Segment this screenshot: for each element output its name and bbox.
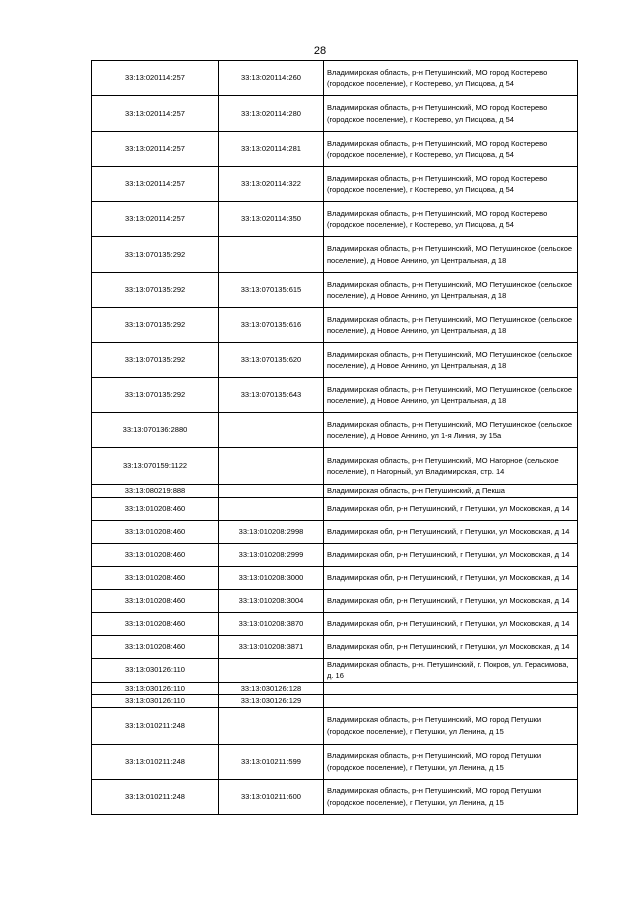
parent-cadastral-number: 33:13:070135:292 — [92, 273, 219, 308]
address-cell: Владимирская область, р-н Петушинский, МО город Костерево (городское поселение), г Костерево, ул Писцова, д 54 — [324, 96, 578, 132]
parent-cadastral-number: 33:13:030126:110 — [92, 682, 219, 695]
table-row — [92, 612, 578, 635]
table-row — [92, 566, 578, 589]
parent-cadastral-number: 33:13:010211:248 — [92, 779, 219, 814]
address-cell: Владимирская область, р-н Петушинский, МО город Петушки (городское поселение), г Петушки, ул Ленина, д 15 — [324, 779, 578, 814]
child-cadastral-number: 33:13:010208:3000 — [219, 566, 324, 589]
child-cadastral-number: 33:13:070135:616 — [219, 308, 324, 343]
table-row — [92, 202, 578, 237]
child-cadastral-number: 33:13:010211:599 — [219, 744, 324, 779]
table-row — [92, 485, 578, 498]
table-row — [92, 378, 578, 413]
parent-cadastral-number: 33:13:010208:460 — [92, 612, 219, 635]
child-cadastral-number — [219, 485, 324, 498]
child-cadastral-number — [219, 448, 324, 485]
parent-cadastral-number: 33:13:020114:257 — [92, 61, 219, 96]
parent-cadastral-number: 33:13:010208:460 — [92, 635, 219, 658]
table-row — [92, 497, 578, 520]
parent-cadastral-number: 33:13:010208:460 — [92, 566, 219, 589]
table-row — [92, 343, 578, 378]
address-cell: Владимирская область, р-н Петушинский, МО Петушинское (сельское поселение), д Новое Аннино, ул Центральная, д 18 — [324, 273, 578, 308]
parent-cadastral-number: 33:13:010211:248 — [92, 707, 219, 744]
child-cadastral-number — [219, 413, 324, 448]
parent-cadastral-number: 33:13:010208:460 — [92, 589, 219, 612]
parent-cadastral-number: 33:13:070135:292 — [92, 308, 219, 343]
child-cadastral-number: 33:13:030126:128 — [219, 682, 324, 695]
cadastral-table — [91, 60, 578, 815]
child-cadastral-number: 33:13:020114:260 — [219, 61, 324, 96]
address-cell: Владимирская обл, р-н Петушинский, г Петушки, ул Московская, д 14 — [324, 520, 578, 543]
parent-cadastral-number: 33:13:030126:110 — [92, 695, 219, 708]
table-row — [92, 413, 578, 448]
child-cadastral-number — [219, 497, 324, 520]
address-cell: Владимирская область, р-н Петушинский, МО город Костерево (городское поселение), г Костерево, ул Писцова, д 54 — [324, 202, 578, 237]
address-cell: Владимирская область, р-н Петушинский, д Пекша — [324, 485, 578, 498]
address-cell: Владимирская область, р-н Петушинский, МО город Петушки (городское поселение), г Петушки, ул Ленина, д 15 — [324, 744, 578, 779]
child-cadastral-number: 33:13:020114:281 — [219, 132, 324, 167]
child-cadastral-number: 33:13:070135:620 — [219, 343, 324, 378]
child-cadastral-number: 33:13:070135:643 — [219, 378, 324, 413]
table-row — [92, 520, 578, 543]
child-cadastral-number: 33:13:070135:615 — [219, 273, 324, 308]
address-cell: Владимирская область, р-н Петушинский, МО Петушинское (сельское поселение), д Новое Аннино, ул Центральная, д 18 — [324, 237, 578, 273]
address-cell: Владимирская область, р-н Петушинский, МО город Костерево (городское поселение), г Костерево, ул Писцова, д 54 — [324, 167, 578, 202]
parent-cadastral-number: 33:13:070135:292 — [92, 237, 219, 273]
address-cell: Владимирская область, р-н Петушинский, МО Петушинское (сельское поселение), д Новое Аннино, ул Центральная, д 18 — [324, 378, 578, 413]
address-cell: Владимирская обл, р-н Петушинский, г Петушки, ул Московская, д 14 — [324, 612, 578, 635]
address-cell: Владимирская область, р-н Петушинский, МО город Костерево (городское поселение), г Костерево, ул Писцова, д 54 — [324, 61, 578, 96]
table-row — [92, 448, 578, 485]
table-row — [92, 589, 578, 612]
parent-cadastral-number: 33:13:020114:257 — [92, 167, 219, 202]
address-cell: Владимирская область, р-н Петушинский, МО Петушинское (сельское поселение), д Новое Аннино, ул 1-я Линия, зу 15а — [324, 413, 578, 448]
child-cadastral-number: 33:13:010208:2998 — [219, 520, 324, 543]
child-cadastral-number: 33:13:010211:600 — [219, 779, 324, 814]
table-row — [92, 167, 578, 202]
parent-cadastral-number: 33:13:010208:460 — [92, 520, 219, 543]
address-cell — [324, 695, 578, 708]
parent-cadastral-number: 33:13:070159:1122 — [92, 448, 219, 485]
child-cadastral-number: 33:13:010208:3871 — [219, 635, 324, 658]
address-cell — [324, 682, 578, 695]
parent-cadastral-number: 33:13:080219:888 — [92, 485, 219, 498]
table-row — [92, 61, 578, 96]
child-cadastral-number: 33:13:020114:322 — [219, 167, 324, 202]
child-cadastral-number: 33:13:020114:280 — [219, 96, 324, 132]
parent-cadastral-number: 33:13:020114:257 — [92, 202, 219, 237]
child-cadastral-number: 33:13:010208:3004 — [219, 589, 324, 612]
child-cadastral-number: 33:13:020114:350 — [219, 202, 324, 237]
address-cell: Владимирская обл, р-н Петушинский, г Петушки, ул Московская, д 14 — [324, 566, 578, 589]
address-cell: Владимирская область, р-н Петушинский, МО Петушинское (сельское поселение), д Новое Аннино, ул Центральная, д 18 — [324, 308, 578, 343]
address-cell: Владимирская область, р-н Петушинский, МО город Петушки (городское поселение), г Петушки, ул Ленина, д 15 — [324, 707, 578, 744]
table-body — [92, 61, 578, 815]
table-row — [92, 779, 578, 814]
parent-cadastral-number: 33:13:070135:292 — [92, 343, 219, 378]
address-cell: Владимирская обл, р-н Петушинский, г Петушки, ул Московская, д 14 — [324, 635, 578, 658]
table-row — [92, 237, 578, 273]
child-cadastral-number: 33:13:010208:3870 — [219, 612, 324, 635]
table-row — [92, 132, 578, 167]
child-cadastral-number — [219, 237, 324, 273]
address-cell: Владимирская область, р-н. Петушинский, г. Покров, ул. Герасимова, д. 16 — [324, 658, 578, 682]
parent-cadastral-number: 33:13:010211:248 — [92, 744, 219, 779]
address-cell: Владимирская обл, р-н Петушинский, г Петушки, ул Московская, д 14 — [324, 589, 578, 612]
table-row — [92, 308, 578, 343]
page-number: 28 — [313, 45, 327, 57]
address-cell: Владимирская область, р-н Петушинский, МО город Костерево (городское поселение), г Костерево, ул Писцова, д 54 — [324, 132, 578, 167]
table-row — [92, 96, 578, 132]
child-cadastral-number: 33:13:030126:129 — [219, 695, 324, 708]
parent-cadastral-number: 33:13:030126:110 — [92, 658, 219, 682]
table-row — [92, 707, 578, 744]
parent-cadastral-number: 33:13:070135:292 — [92, 378, 219, 413]
address-cell: Владимирская область, р-н Петушинский, МО Петушинское (сельское поселение), д Новое Аннино, ул Центральная, д 18 — [324, 343, 578, 378]
parent-cadastral-number: 33:13:010208:460 — [92, 497, 219, 520]
table-row — [92, 658, 578, 682]
child-cadastral-number: 33:13:010208:2999 — [219, 543, 324, 566]
parent-cadastral-number: 33:13:020114:257 — [92, 96, 219, 132]
table-row — [92, 682, 578, 695]
child-cadastral-number — [219, 658, 324, 682]
table-row — [92, 744, 578, 779]
address-cell: Владимирская область, р-н Петушинский, МО Нагорное (сельское поселение), п Нагорный, ул Владимирская, стр. 14 — [324, 448, 578, 485]
parent-cadastral-number: 33:13:010208:460 — [92, 543, 219, 566]
address-cell: Владимирская обл, р-н Петушинский, г Петушки, ул Московская, д 14 — [324, 543, 578, 566]
table-row — [92, 543, 578, 566]
table-row — [92, 635, 578, 658]
parent-cadastral-number: 33:13:020114:257 — [92, 132, 219, 167]
parent-cadastral-number: 33:13:070136:2880 — [92, 413, 219, 448]
address-cell: Владимирская обл, р-н Петушинский, г Петушки, ул Московская, д 14 — [324, 497, 578, 520]
table-row — [92, 273, 578, 308]
child-cadastral-number — [219, 707, 324, 744]
table-row — [92, 695, 578, 708]
